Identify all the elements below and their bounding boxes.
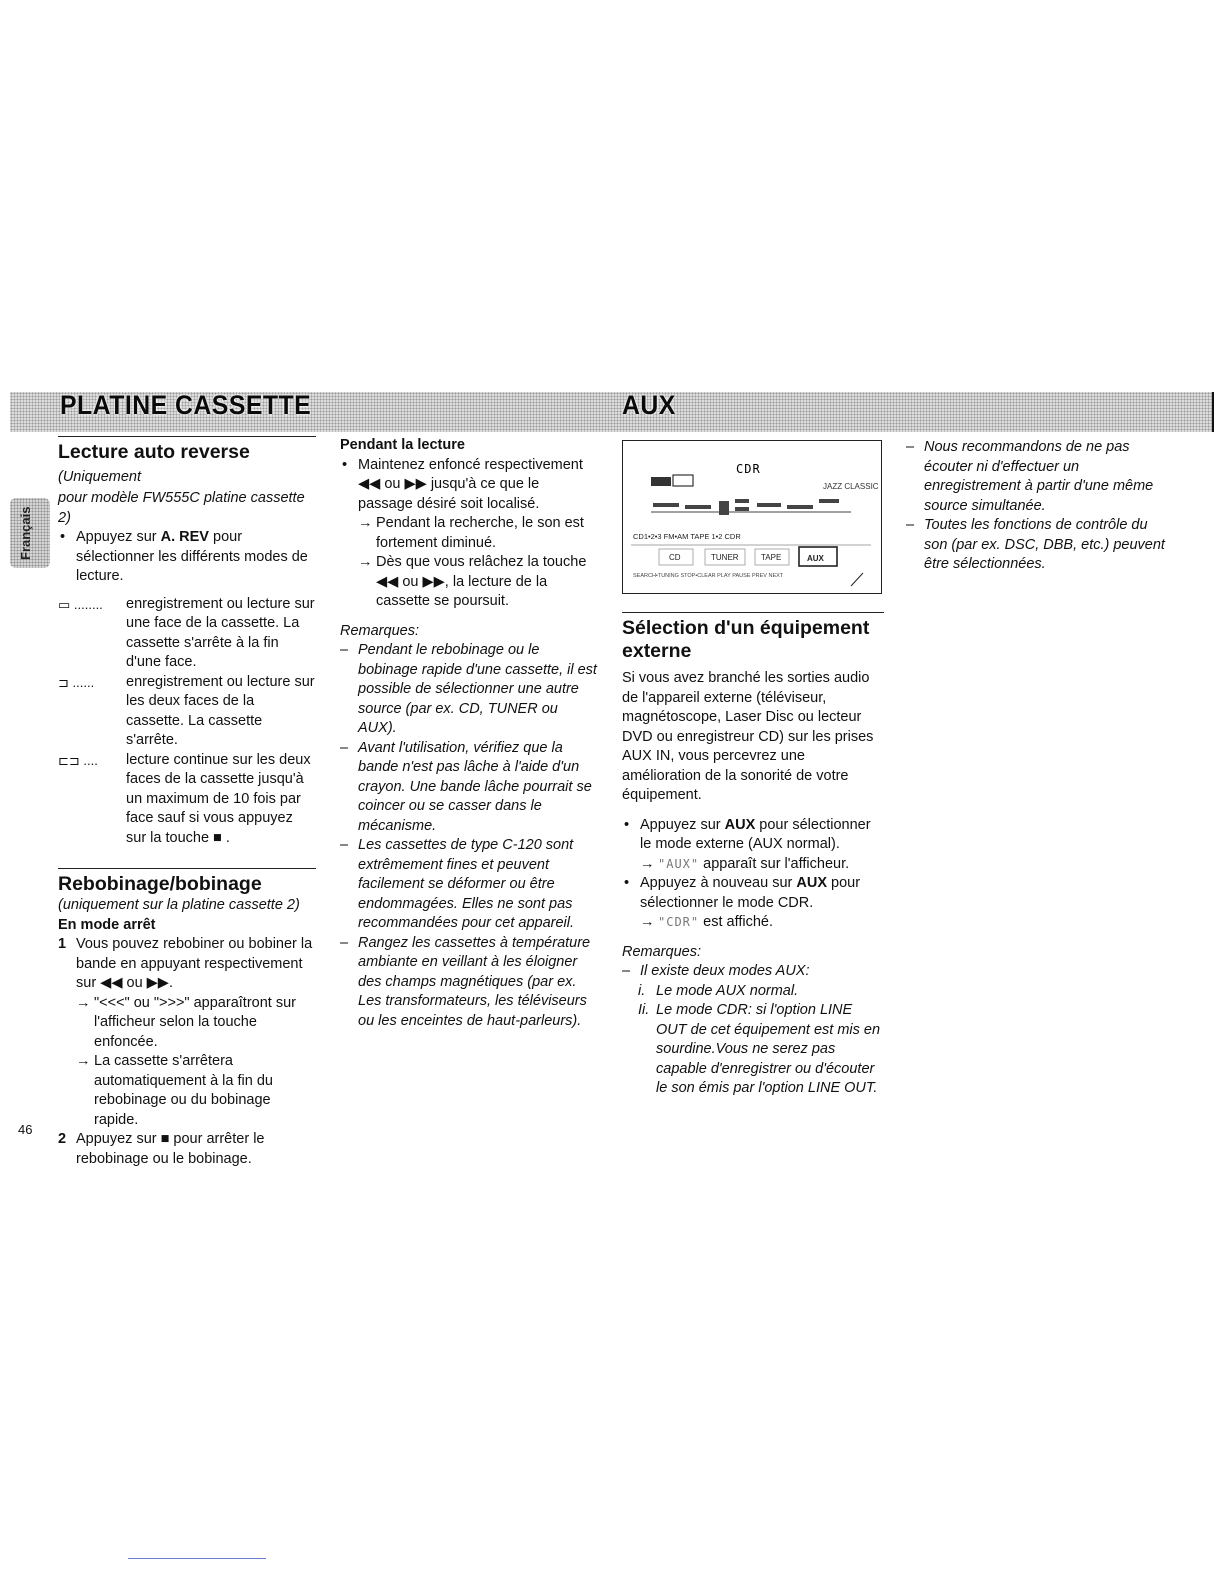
heading-rebobinage: Rebobinage/bobinage <box>58 873 262 895</box>
note-item: – Il existe deux modes AUX: <box>622 963 810 979</box>
result-line: → Dès que vous relâchez la touche ◀◀ ou ▶▶, la lecture de la cassette se poursuit. <box>358 554 587 609</box>
remarques-label: Remarques: <box>340 622 419 639</box>
arrow-icon: → <box>640 855 655 872</box>
note-item: – Toutes les fonctions de contrôle du son (par ex. DSC, DBB, etc.) peuvent être sélectionnées. <box>906 517 1165 572</box>
note-item: – Avant l'utilisation, vérifiez que la bande n'est pas lâche à l'aide d'un crayon. Une bande lâche pourrait se coincer ou se casser dans le mécanisme. <box>340 739 592 834</box>
subheading-pendant-lecture: Pendant la lecture <box>340 437 465 453</box>
button-aux: AUX <box>807 554 824 563</box>
result-line: → Pendant la recherche, le son est fortement diminué. <box>358 515 584 551</box>
bullet-aux-cdr: • Appuyez à nouveau sur AUX pour sélectionner le mode CDR. <box>622 874 884 913</box>
note-item: – Pendant le rebobinage ou le bobinage rapide d'une cassette, il est possible de sélectionner une autre source (par ex. CD, TUNER ou AUX). <box>340 642 597 736</box>
button-sublabels: SEARCH•TUNING STOP•CLEAR PLAY PAUSE PREV NEXT <box>633 573 784 579</box>
tape-mode-icon: ⊏⊐ .... <box>58 752 98 768</box>
heading-lecture-auto-reverse: Lecture auto reverse (Uniquement <box>58 441 250 485</box>
note-subitem: Ii. Le mode CDR: si l'option LINE OUT de cet équipement est mis en sourdine.Vous ne serez pas capable d'enregistrer ou d'écouter le son émis par l'option LINE OUT. <box>638 1002 881 1096</box>
arrow-icon: → <box>358 554 373 570</box>
divider <box>622 612 884 613</box>
column-3 <box>622 612 884 1099</box>
mode-item: ⊐ ...... enregistrement ou lecture sur les deux faces de la cassette. La cassette s'arrête. <box>58 673 315 748</box>
rebobinage-qualifier: (uniquement sur la platine cassette 2) <box>58 897 300 913</box>
result-line: → "AUX" apparaît sur l'afficheur. <box>640 855 884 875</box>
divider <box>58 868 316 869</box>
heading-selection-equipement: Sélection d'un équipement externe <box>622 617 870 662</box>
column-4 <box>906 438 1168 575</box>
section-title-platine-cassette: PLATINE CASSETTE <box>60 390 312 420</box>
lcd-readout: CDR <box>736 462 761 476</box>
tape-mode-icon: ⊐ ...... <box>58 674 95 690</box>
column-1 <box>58 436 316 1169</box>
result-line: → "CDR" est affiché. <box>640 913 884 933</box>
bullet-a-rev: • Appuyez sur A. REV pour sélectionner les différents modes de lecture. <box>58 528 316 587</box>
source-labels: CD1•2•3 FM•AM TAPE 1•2 CDR <box>633 532 741 541</box>
svg-text:JAZZ CLASSIC: JAZZ CLASSIC <box>823 482 879 491</box>
note-item: – Rangez les cassettes à température ambiante en veillant à les éloigner des champs magnétiques (par ex. Les transformateurs, les téléviseurs ou les enceintes de haut-parleurs). <box>340 934 591 1029</box>
language-tab-label: Français <box>18 506 33 560</box>
arrow-icon: → <box>76 994 91 1011</box>
remarques-label: Remarques: <box>622 943 701 960</box>
subheading-mode-arret: En mode arrêt <box>58 916 156 933</box>
arrow-icon: → <box>76 1053 91 1069</box>
language-tab <box>10 498 50 568</box>
note-item: – Nous recommandons de ne pas écouter ni d'effectuer un enregistrement à partir d'une même source simultanée. <box>906 439 1154 514</box>
device-display-illustration <box>622 440 882 594</box>
bullet-aux-normal: • Appuyez sur AUX pour sélectionner le mode externe (AUX normal). <box>622 816 884 855</box>
step-1-result: → "<<<" ou ">>>" apparaîtront sur l'afficheur selon la touche enfoncée. <box>76 994 296 1050</box>
step-1: 1 Vous pouvez rebobiner ou bobiner la bande en appuyant respectivement sur ◀◀ ou ▶▶. <box>58 936 313 991</box>
tape-mode-icon: ▭ ........ <box>58 596 103 612</box>
step-2: 2 Appuyez sur ■ pour arrêter le rebobinage ou le bobinage. <box>58 1131 265 1167</box>
footer-line <box>128 1558 266 1559</box>
button-tape: TAPE <box>761 553 782 562</box>
note-subitem: i. Le mode AUX normal. <box>638 982 799 999</box>
arrow-icon: → <box>358 515 373 531</box>
divider <box>58 436 316 437</box>
page-number: 46 <box>18 1122 33 1137</box>
display-drawing <box>623 441 881 593</box>
column-2 <box>340 436 598 1031</box>
selection-intro: Si vous avez branché les sorties audio de l'appareil externe (téléviseur, magnétoscope, Laser Disc ou lecteur DVD ou enregistreur CD) sur les prises AUX IN, vous percevrez une amélioration de la sonorité de votre équipement. <box>622 670 874 803</box>
mode-item: ⊏⊐ .... lecture continue sur les deux faces de la cassette jusqu'à un maximum de 10 fois par face sauf si vous appuyez sur la touche ■ . <box>58 751 311 846</box>
button-cd: CD <box>669 553 681 562</box>
lecture-qualifier: pour modèle FW555C platine cassette 2) <box>58 490 305 526</box>
step-1-result: → La cassette s'arrêtera automatiquement à la fin du rebobinage ou du bobinage rapide. <box>76 1053 273 1128</box>
button-tuner: TUNER <box>711 553 739 562</box>
band-edge-marker <box>1212 392 1214 432</box>
section-title-aux: AUX <box>622 390 676 420</box>
arrow-icon: → <box>640 914 655 930</box>
note-item: – Les cassettes de type C-120 sont extrêmement fines et peuvent facilement se déformer ou être endommagées. Elles ne sont pas recommandées pour cet appareil. <box>340 837 575 931</box>
mode-item: ▭ ........ enregistrement ou lecture sur une face de la cassette. La cassette s'arrête à la fin d'une face. <box>58 595 315 670</box>
bullet-search: • Maintenez enfoncé respectivement ◀◀ ou ▶▶ jusqu'à ce que le passage désiré soit localisé. <box>340 456 598 515</box>
